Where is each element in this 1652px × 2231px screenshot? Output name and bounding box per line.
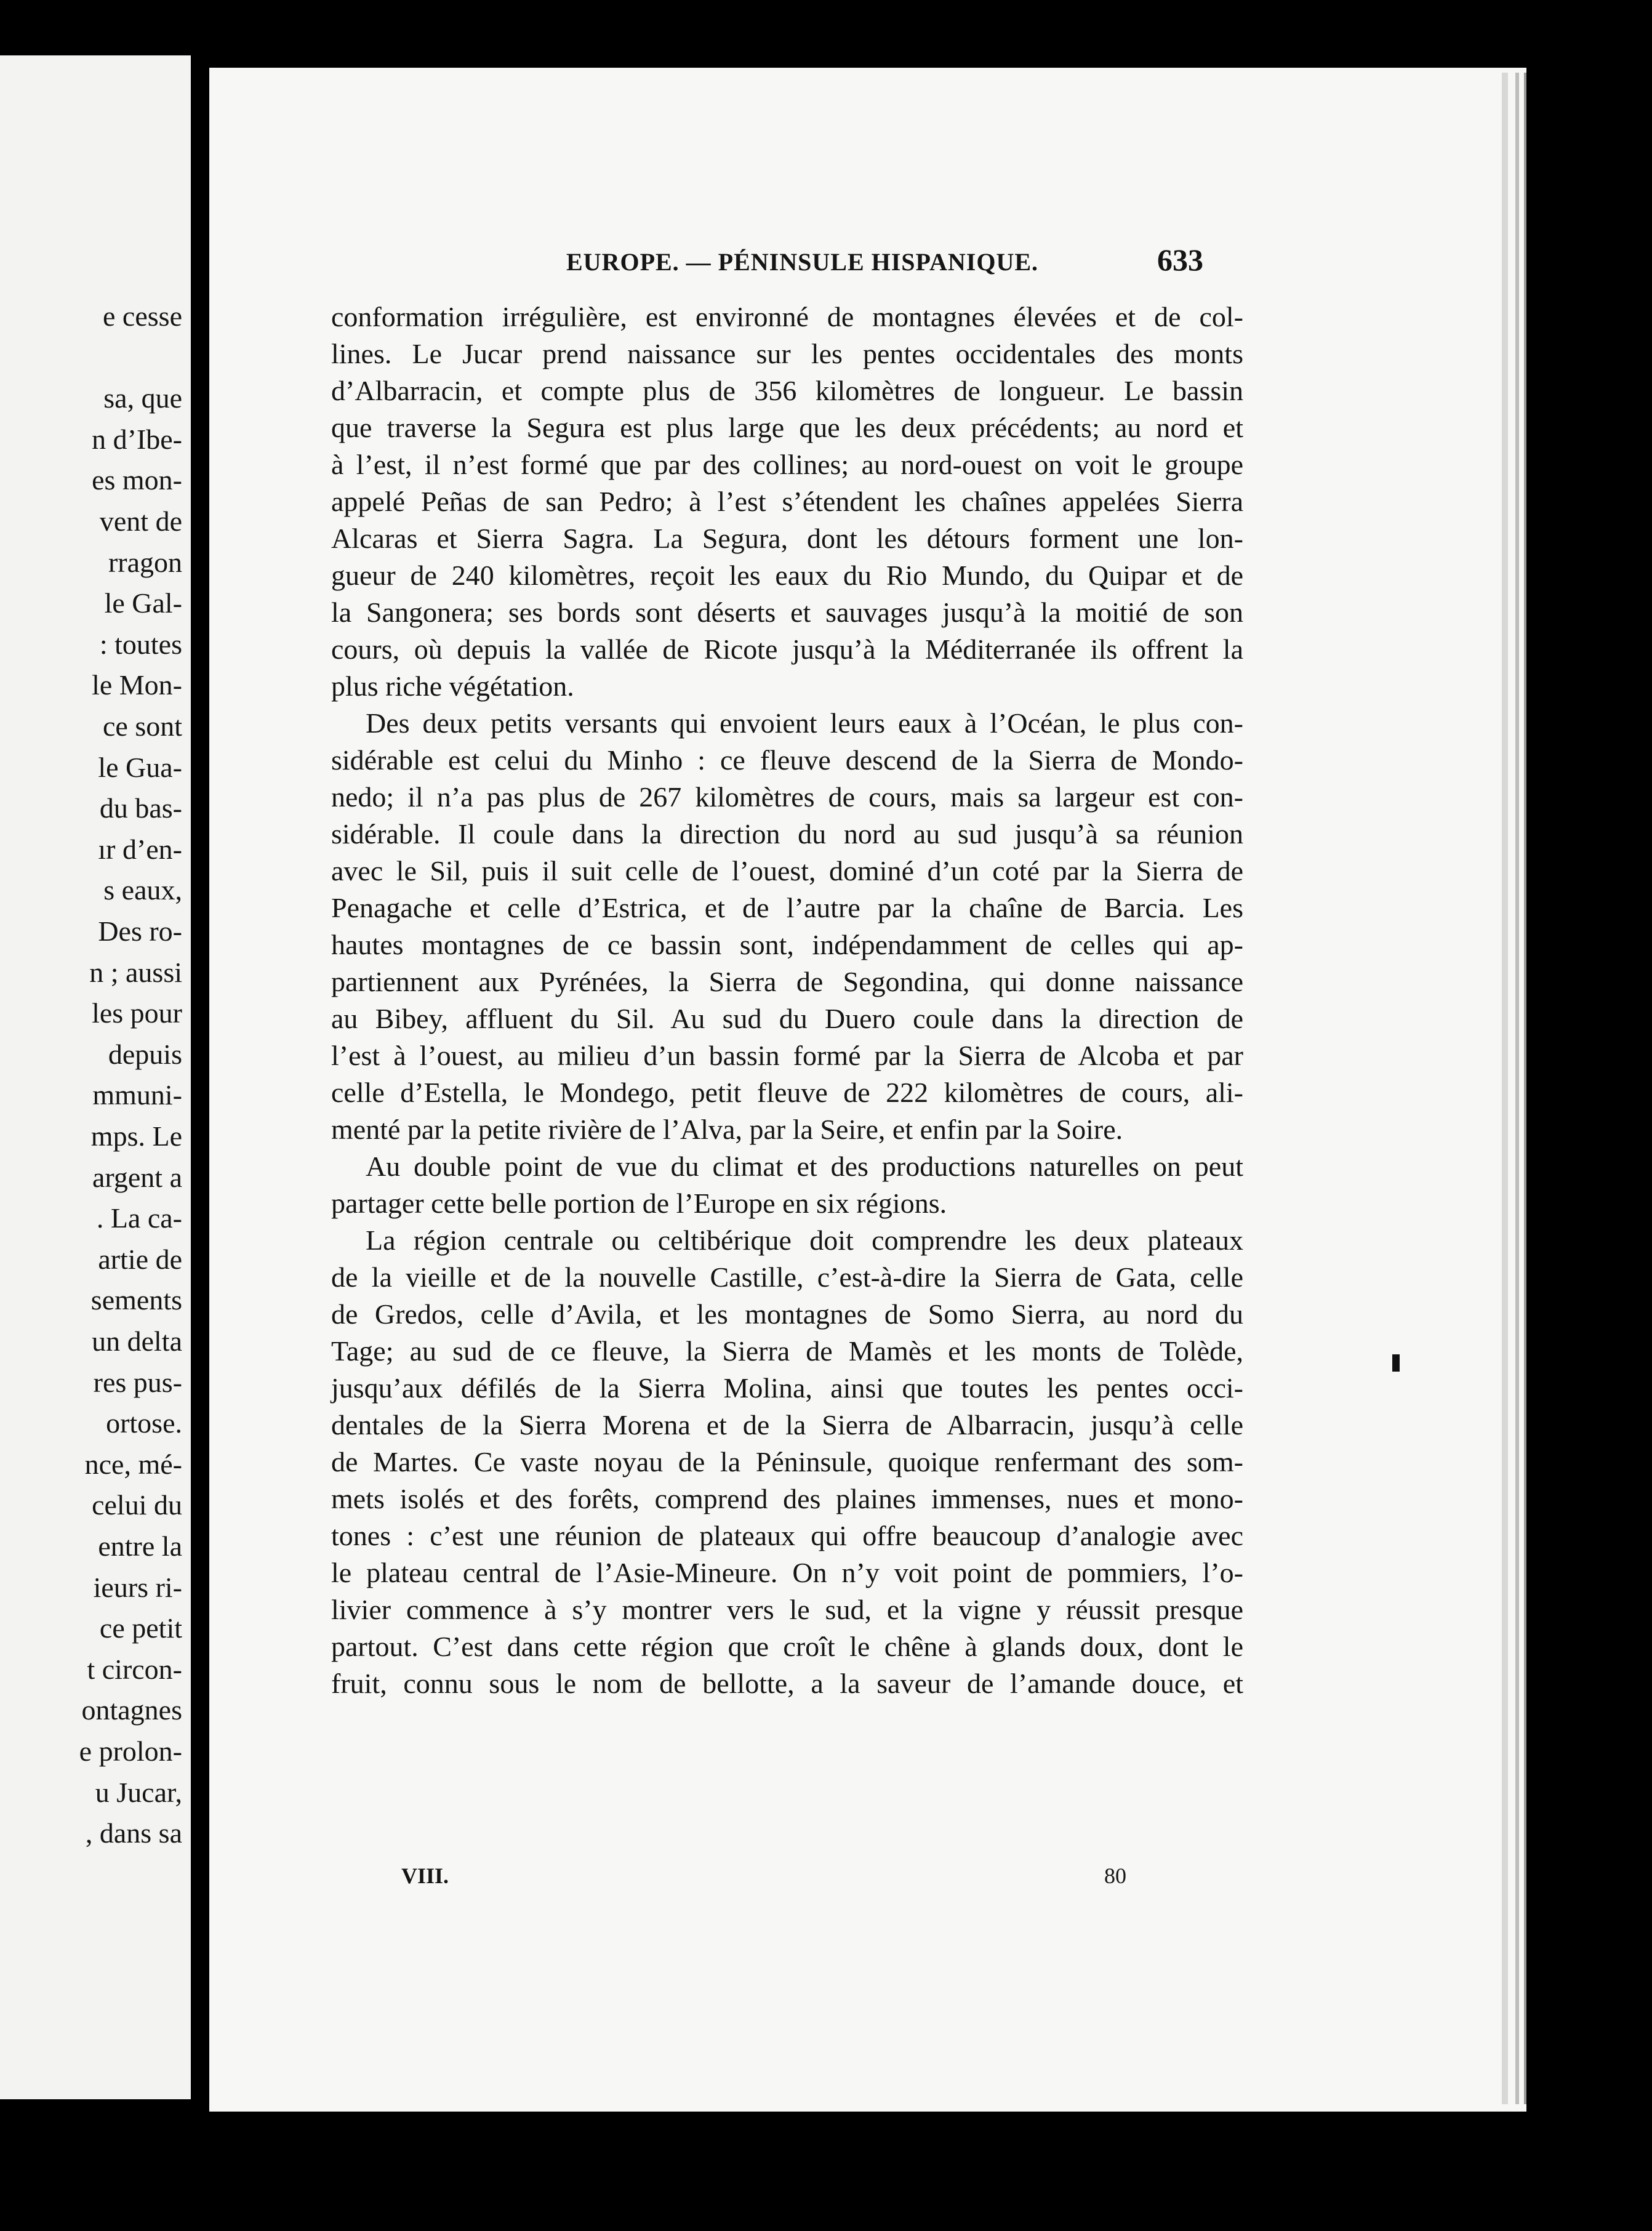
text-line: livier commence à s’y montrer vers le sud, et la vigne y réussit presque	[331, 1594, 1243, 1625]
left-page-line: : toutes	[99, 628, 182, 660]
text-line: le plateau central de l’Asie-Mineure. On n’y voit point de pommiers, l’o-	[331, 1557, 1243, 1588]
page-edge	[1502, 73, 1508, 2104]
left-page-line: un delta	[92, 1325, 182, 1357]
left-page-line: s eaux,	[103, 874, 182, 906]
left-page-line: ieurs ri-	[93, 1571, 182, 1603]
left-page-line: du bas-	[99, 792, 182, 824]
text-line: lines. Le Jucar prend naissance sur les pentes occidentales des monts	[331, 338, 1243, 369]
left-page-line: celui du	[92, 1489, 182, 1521]
left-page-line: res pus-	[93, 1366, 182, 1398]
text-line: Des deux petits versants qui envoient leurs eaux à l’Océan, le plus con-	[366, 707, 1243, 739]
left-page-line: n ; aussi	[89, 956, 182, 988]
left-page-line: u Jucar,	[95, 1776, 182, 1808]
left-page-line: rragon	[108, 546, 182, 578]
left-page-line: sements	[90, 1284, 182, 1316]
left-page-line: sa, que	[103, 382, 182, 414]
text-line: partout. C’est dans cette région que croît le chêne à glands doux, dont le	[331, 1631, 1243, 1662]
text-line: gueur de 240 kilomètres, reçoit les eaux du Rio Mundo, du Quipar et de	[331, 560, 1243, 591]
text-line: sidérable est celui du Minho : ce fleuve descend de la Sierra de Mondo-	[331, 744, 1243, 776]
text-line: avec le Sil, puis il suit celle de l’ouest, dominé d’un coté par la Sierra de	[331, 855, 1243, 886]
text-line: La région centrale ou celtibérique doit comprendre les deux plateaux	[366, 1224, 1243, 1256]
page-edge	[1515, 73, 1519, 2104]
left-page-fragment	[0, 55, 191, 2099]
running-title: EUROPE. — PÉNINSULE HISPANIQUE.	[566, 248, 1039, 276]
left-page-line: nce, mé-	[84, 1448, 182, 1480]
body-text	[331, 299, 1243, 1702]
left-page-line: e cesse	[103, 300, 182, 332]
left-page-line: entre la	[98, 1530, 182, 1562]
text-line: nedo; il n’a pas plus de 267 kilomètres de cours, mais sa largeur est con-	[331, 781, 1243, 813]
left-page-line: mps. Le	[90, 1120, 182, 1152]
text-line: de Martes. Ce vaste noyau de la Péninsule, quoique renfermant des som-	[331, 1446, 1243, 1477]
text-line: tones : c’est une réunion de plateaux qui offre beaucoup d’analogie avec	[331, 1520, 1243, 1551]
left-page-line: ortose.	[106, 1407, 182, 1439]
left-page-line: vent de	[99, 505, 182, 537]
text-line: appelé Peñas de san Pedro; à l’est s’étendent les chaînes appelées Sierra	[331, 486, 1243, 517]
text-line: conformation irrégulière, est environné de montagnes élevées et de col-	[331, 301, 1243, 332]
left-page-line: mmuni-	[92, 1079, 182, 1111]
left-page-line: ce sont	[102, 710, 182, 742]
text-line: que traverse la Segura est plus large que les deux précédents; au nord et	[331, 412, 1243, 443]
left-page-line: ır d’en-	[98, 833, 182, 865]
text-line: hautes montagnes de ce bassin sont, indépendamment de celles qui ap-	[331, 929, 1243, 960]
left-page-line: artie de	[98, 1243, 182, 1275]
text-line: d’Albarracin, et compte plus de 356 kilomètres de longueur. Le bassin	[331, 375, 1243, 406]
text-line: l’est à l’ouest, au milieu d’un bassin formé par la Sierra de Alcoba et par	[331, 1040, 1243, 1071]
left-page-line: . La ca-	[96, 1202, 182, 1234]
text-line: partiennent aux Pyrénées, la Sierra de Segondina, qui donne naissance	[331, 966, 1243, 997]
left-page-line: n d’Ibe-	[92, 423, 182, 455]
text-line: de Gredos, celle d’Avila, et les montagnes de Somo Sierra, au nord du	[331, 1298, 1243, 1330]
left-page-line: le Gal-	[104, 587, 182, 619]
text-line: sidérable. Il coule dans la direction du nord au sud jusqu’à sa réunion	[331, 818, 1243, 850]
left-page-line: ontagnes	[81, 1694, 182, 1726]
text-line: Penagache et celle d’Estrica, et de l’autre par la chaîne de Barcia. Les	[331, 892, 1243, 923]
signature-mark: VIII.	[401, 1863, 449, 1888]
left-page-line: ce petit	[99, 1612, 182, 1644]
text-line: celle d’Estella, le Mondego, petit fleuve de 222 kilomètres de cours, ali-	[331, 1077, 1243, 1108]
page-edge	[1524, 73, 1526, 2104]
sheet-number: 80	[1104, 1863, 1126, 1888]
text-line: mets isolés et des forêts, comprend des plaines immenses, nues et mono-	[331, 1483, 1243, 1514]
text-line: jusqu’aux défilés de la Sierra Molina, ainsi que toutes les pentes occi-	[331, 1372, 1243, 1404]
left-page-line: , dans sa	[85, 1817, 182, 1849]
text-line: Au double point de vue du climat et des productions naturelles on peut	[366, 1151, 1243, 1182]
left-page-line: le Mon-	[92, 669, 182, 701]
text-line: au Bibey, affluent du Sil. Au sud du Duero coule dans la direction de	[331, 1003, 1243, 1034]
text-line: Tage; au sud de ce fleuve, la Sierra de Mamès et les monts de Tolède,	[331, 1335, 1243, 1367]
text-line: partager cette belle portion de l’Europe en six régions.	[331, 1188, 947, 1219]
text-line: plus riche végétation.	[331, 670, 574, 702]
left-page-line: depuis	[108, 1038, 182, 1070]
left-page-line: Des ro-	[98, 915, 182, 947]
text-line: dentales de la Sierra Morena et de la Sierra de Albarracin, jusqu’à celle	[331, 1409, 1243, 1441]
left-page-line: es mon-	[92, 464, 182, 496]
text-line: fruit, connu sous le nom de bellotte, a la saveur de l’amande douce, et	[331, 1668, 1243, 1699]
left-page-line: argent a	[92, 1161, 182, 1193]
left-page-line: le Gua-	[98, 751, 182, 783]
left-page-line: t circon-	[87, 1653, 182, 1685]
left-page-line: e prolon-	[79, 1735, 182, 1767]
text-line: à l’est, il n’est formé que par des collines; au nord-ouest on voit le groupe	[331, 449, 1243, 480]
page-number: 633	[1157, 243, 1203, 277]
text-line: la Sangonera; ses bords sont déserts et sauvages jusqu’à la moitié de son	[331, 597, 1243, 628]
text-line: Alcaras et Sierra Sagra. La Segura, dont les détours forment une lon-	[331, 523, 1243, 554]
text-line: de la vieille et de la nouvelle Castille, c’est-à-dire la Sierra de Gata, celle	[331, 1261, 1243, 1293]
margin-mark	[1392, 1354, 1400, 1372]
left-page-line: les pour	[92, 997, 182, 1029]
text-line: menté par la petite rivière de l’Alva, par la Seire, et enfin par la Soire.	[331, 1114, 1123, 1145]
text-line: cours, où depuis la vallée de Ricote jusqu’à la Méditerranée ils offrent la	[331, 633, 1243, 665]
